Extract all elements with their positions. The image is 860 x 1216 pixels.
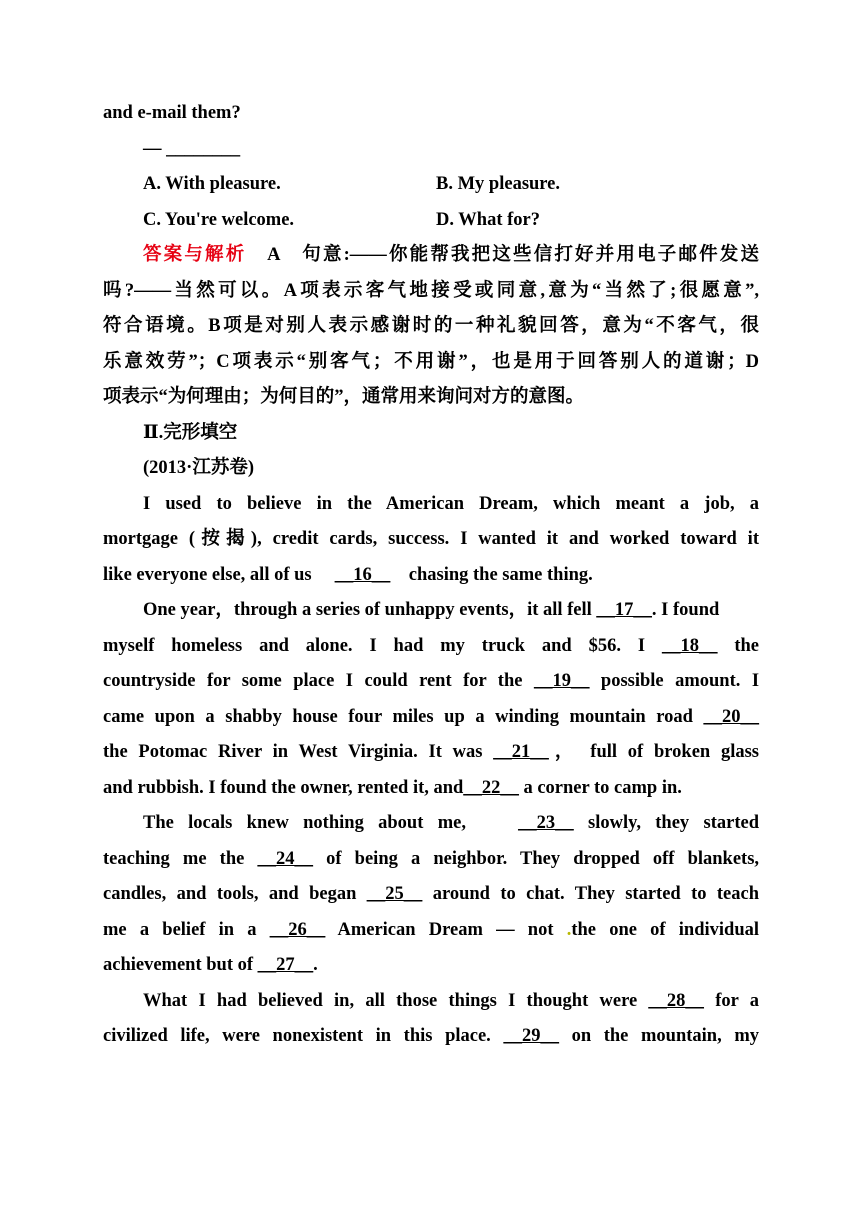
option-c: C. You're welcome. (143, 209, 295, 230)
p3-line-2 (103, 842, 759, 878)
p2-line-1 (103, 593, 759, 629)
p2-text-c: myself homeless and alone. I had my truck and $56. I (103, 635, 646, 656)
blank-28: __28__ (648, 990, 704, 1011)
question-stem-tail: and e-mail them? (103, 103, 241, 123)
p3-text-k: . (313, 955, 318, 975)
p2-text-d: the (734, 635, 759, 656)
analysis-line-4: 乐意效劳”；C项表示“别客气；不用谢”，也是用于回答别人的道谢；D (103, 351, 759, 372)
blank-18: __18__ (661, 635, 718, 656)
answer-blank: — ________ (143, 138, 241, 159)
p2-text-h: the Potomac River in West Virginia. It was (103, 742, 483, 762)
blank-16: __16__ (334, 564, 391, 585)
p3-text-b: slowly, they started (588, 813, 759, 833)
options-row-2 (103, 203, 759, 239)
p2-text-f: possible amount. I (600, 671, 760, 691)
p4-text-c: civilized life, were nonexistent in this place. (103, 1026, 491, 1046)
analysis-line-2: 吗?——当然可以。A项表示客气地接受或同意,意为“当然了;很愿意”, (103, 280, 759, 301)
blank-19: __19__ (533, 671, 590, 691)
p4-line-2 (103, 1019, 759, 1055)
p3-text-d: of being a neighbor. They dropped off blankets, (326, 848, 760, 869)
p1-text-b: chasing the same thing. (408, 564, 593, 585)
p3-text-g: me a belief in a (103, 919, 257, 940)
blank-17: __17__ (596, 600, 652, 620)
blank-25: __25__ (366, 884, 423, 904)
p2-text-j: and rubbish. I found the owner, rented it, and (103, 777, 464, 798)
p3-line-1 (103, 806, 759, 842)
p3-text-j: achievement but of (103, 955, 254, 975)
option-b: B. My pleasure. (436, 174, 561, 194)
p4-text: What I had believed in, all those things I thought were (143, 990, 638, 1011)
p3-text-i: the one of individual (571, 919, 760, 940)
p3-text-h: American Dream — not (337, 919, 554, 940)
p3-text-c: teaching me the (103, 848, 245, 869)
p1-line-1: I used to believe in the American Dream, which meant a job, a (143, 493, 759, 514)
blank-21: __21__ (493, 742, 549, 762)
analysis-heading: 答案与解析 (143, 245, 247, 265)
p1-line-2: mortgage (按揭), credit cards, success. I wanted it and worked toward it (103, 529, 759, 549)
p2-line-5 (103, 735, 759, 771)
p1-line-3 (103, 558, 759, 594)
options-row-1 (103, 167, 759, 203)
p4-text-d: on the mountain, my (571, 1026, 759, 1046)
p3-line-3 (103, 877, 759, 913)
p1-text: like everyone else, all of us (103, 564, 312, 585)
section-source: (2013·江苏卷) (143, 458, 254, 478)
p2-text-k: a corner to camp in. (523, 777, 682, 798)
p4-text-b: for a (715, 990, 759, 1011)
p3-line-5 (103, 948, 759, 984)
section-title: Ⅱ.完形填空 (143, 422, 238, 443)
blank-26: __26__ (269, 919, 326, 940)
blank-22: __22__ (463, 777, 519, 798)
stray-dot: . (566, 919, 572, 940)
p2-text-b: . I found (651, 600, 720, 620)
p3-text: The locals knew nothing about me, (143, 813, 466, 833)
p3-line-4 (103, 913, 759, 949)
document-page (103, 96, 759, 1055)
option-a: A. With pleasure. (143, 174, 281, 194)
p3-text-f: around to chat. They started to teach (432, 884, 760, 904)
p3-text-e: candles, and tools, and began (103, 884, 357, 904)
p2-text-g: came upon a shabby house four miles up a winding mountain road (103, 706, 693, 727)
p2-line-4 (103, 700, 759, 736)
analysis-line-5: 项表示“为何理由；为何目的”，通常用来询问对方的意图。 (103, 387, 585, 407)
blank-20: __20__ (703, 706, 759, 727)
blank-24: __24__ (257, 848, 313, 869)
p2-text: One year，through a series of unhappy events，it all fell (143, 600, 592, 620)
p2-line-6 (103, 771, 759, 807)
analysis-text-1: A 句意:——你能帮我把这些信打好并用电子邮件发送 (267, 245, 759, 265)
blank-27: __27__ (257, 955, 314, 975)
p4-line-1 (103, 984, 759, 1020)
p2-line-3 (103, 664, 759, 700)
analysis-line-1 (103, 238, 759, 274)
p2-text-i: ， full of broken glass (548, 742, 760, 762)
analysis-line-3: 符合语境。B项是对别人表示感谢时的一种礼貌回答，意为“不客气，很 (103, 316, 759, 336)
p2-text-e: countryside for some place I could rent for the (103, 671, 523, 691)
p2-line-2 (103, 629, 759, 665)
blank-23: __23__ (518, 813, 574, 833)
blank-29: __29__ (503, 1026, 559, 1046)
option-d: D. What for? (436, 209, 540, 230)
